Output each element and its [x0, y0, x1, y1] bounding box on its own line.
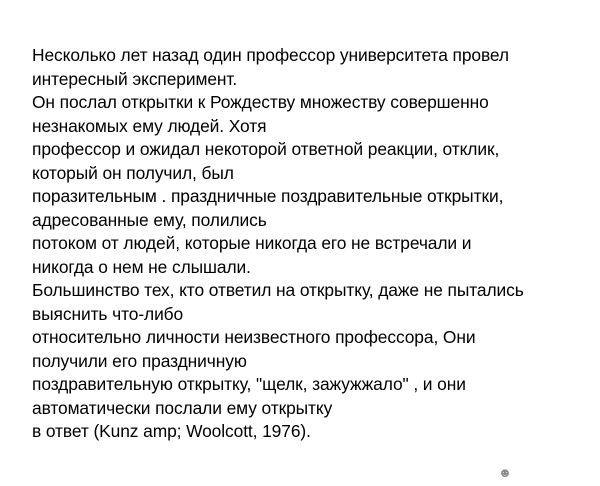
smiley-icon: ☻ — [498, 465, 512, 480]
text-line-16: автоматически послали ему открытку — [32, 397, 333, 418]
text-line-4: незнакомых ему людей. Хотя — [32, 115, 267, 136]
text-line-8: адресованные ему, полились — [32, 209, 267, 230]
text-line-5: профессор и ожидал некоторой ответной реакции, отклик, — [32, 139, 500, 159]
text-line-1: Несколько лет назад один профессор университета провел — [32, 45, 509, 65]
text-line-13: относительно личности неизвестного профессора, Они — [32, 327, 476, 347]
text-line-6: который он получил, был — [32, 162, 234, 183]
text-line-15: поздравительную открытку, "щелк, зажужжало" , и они — [32, 374, 466, 394]
text-line-14: получили его праздничную — [32, 350, 247, 371]
text-line-10: никогда о нем не слышали. — [32, 256, 251, 277]
text-line-3: Он послал открытки к Рождеству множеству совершенно — [32, 92, 489, 112]
text-line-9: потоком от людей, которые никогда его не встречали и — [32, 233, 472, 253]
text-line-2: интересный эксперимент. — [32, 68, 238, 89]
text-line-11: Большинство тех, кто ответил на открытку, даже не пытались — [32, 280, 524, 300]
text-line-7: поразительным . праздничные поздравительные открытки, — [32, 186, 504, 206]
text-line-17: в ответ (Kunz amp; Woolcott, 1976). — [32, 421, 311, 441]
text-line-12: выяснить что-либо — [32, 303, 184, 324]
document-text — [32, 44, 592, 444]
